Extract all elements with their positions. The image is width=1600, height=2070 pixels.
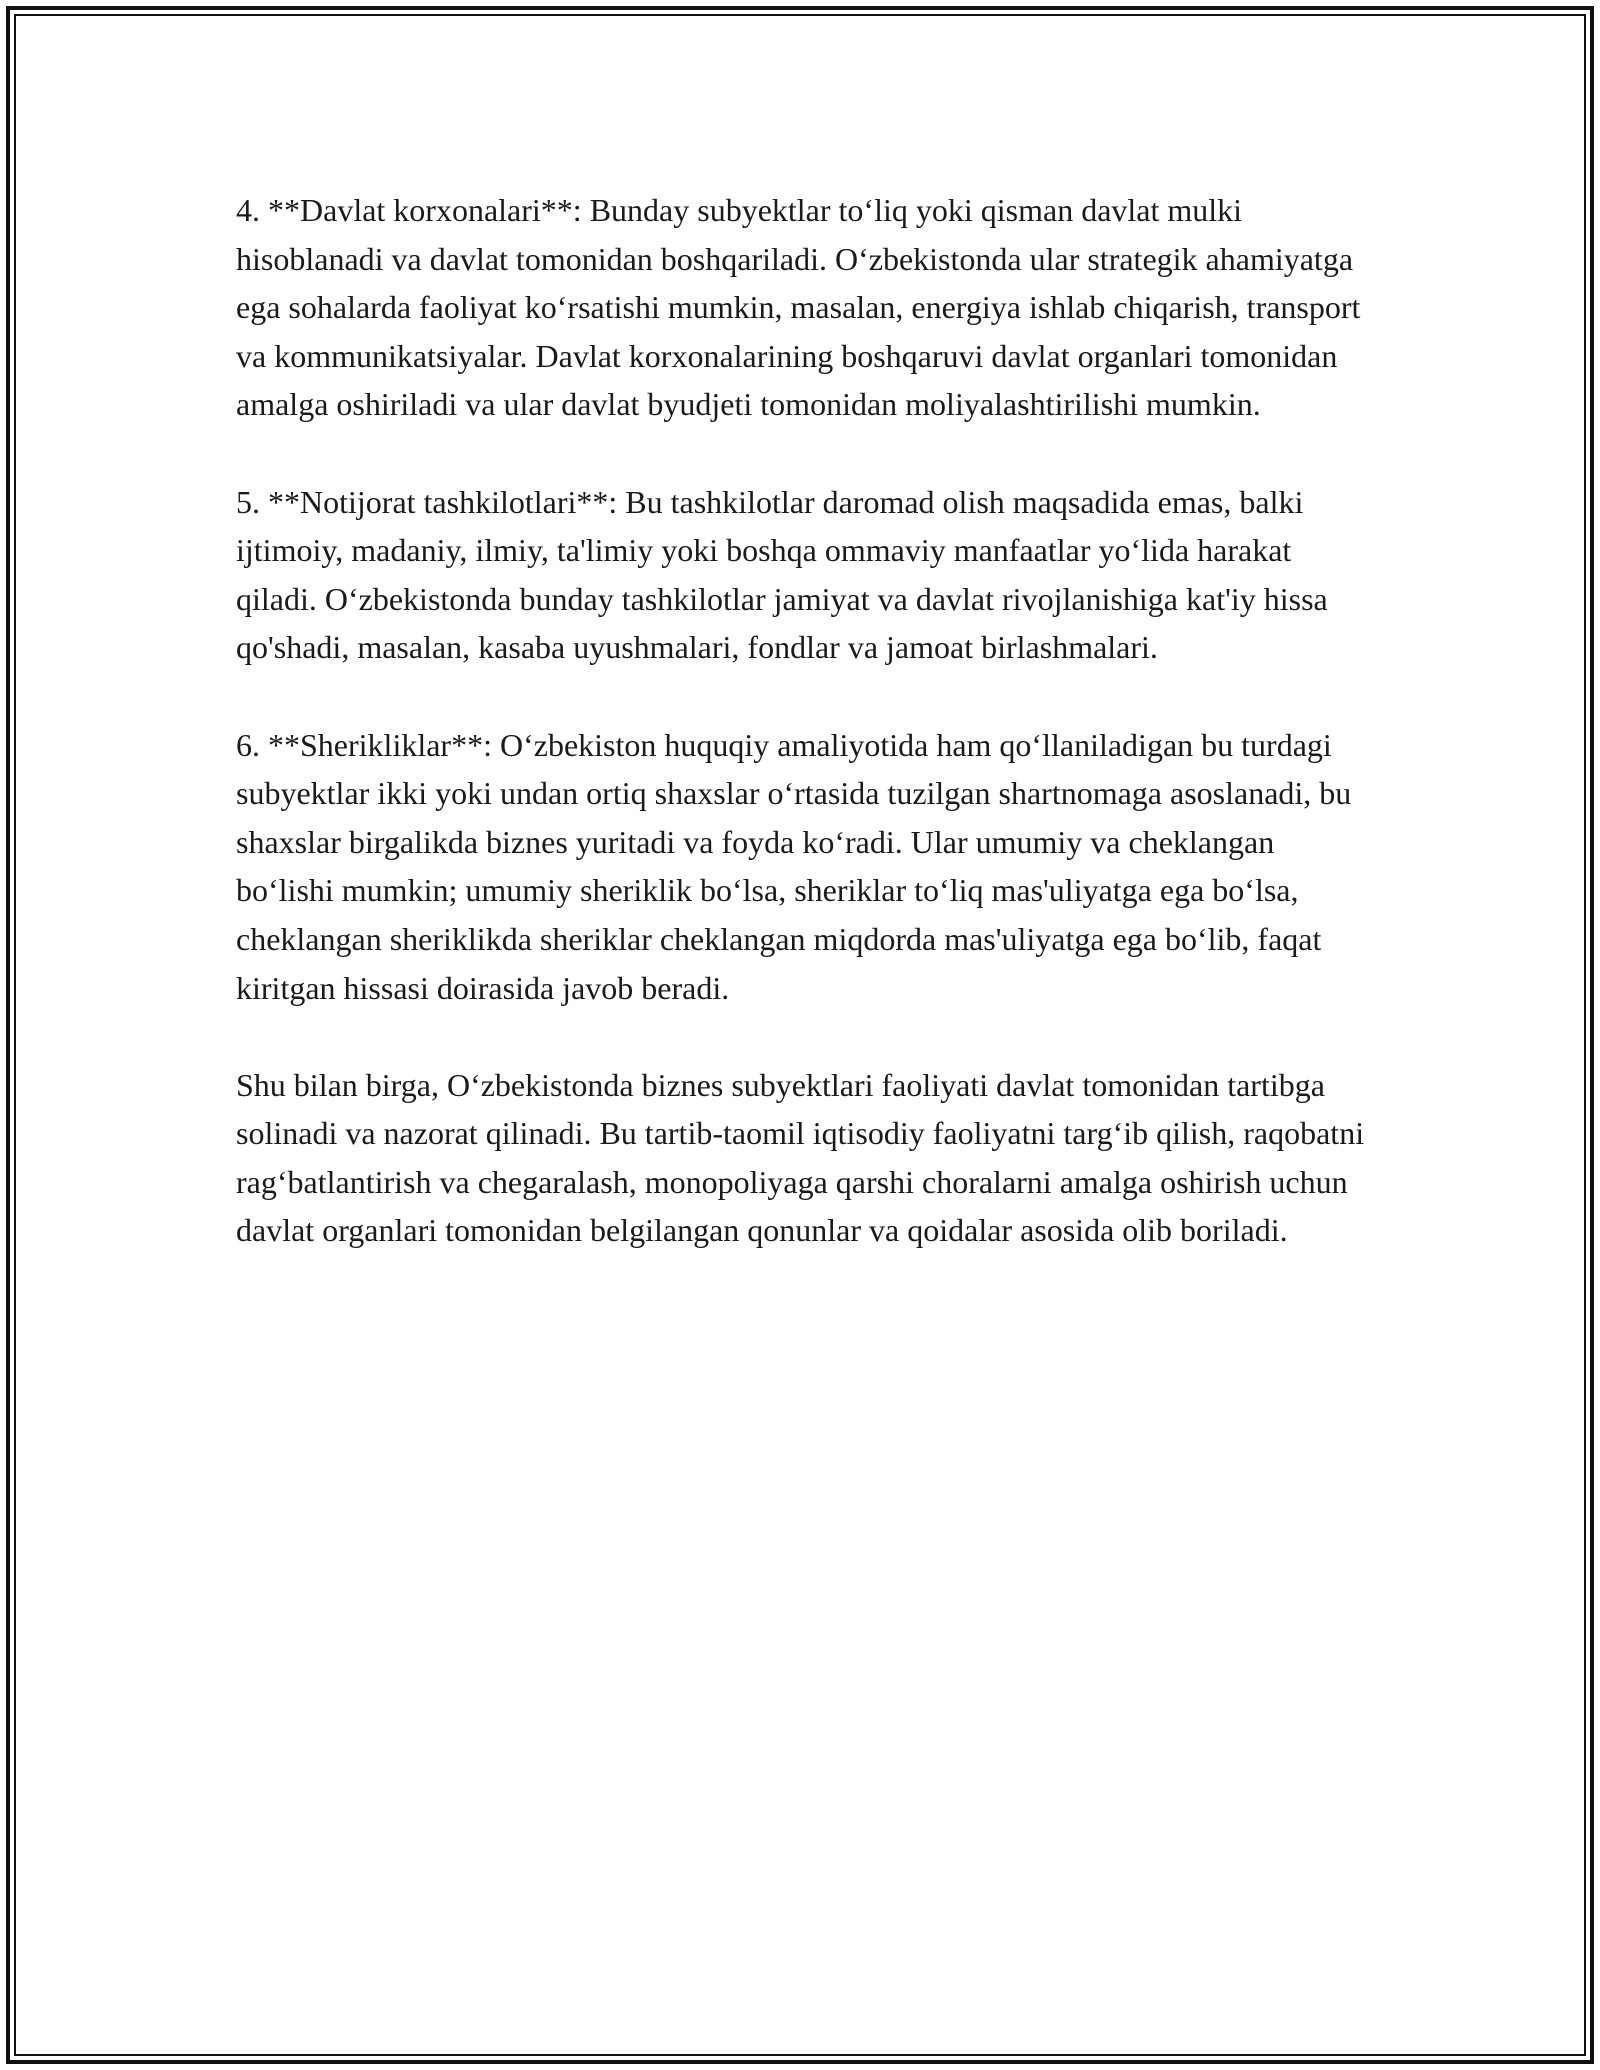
paragraph-notijorat-tashkilotlari: 5. **Notijorat tashkilotlari**: Bu tashkilotlar daromad olish maqsadida emas, balki ijtimoiy, madaniy, ilmiy, ta'limiy yoki boshqa ommaviy manfaatlar yo‘lida harakat qiladi. O‘zbekistonda bunday tashkilotlar jamiyat va davlat rivojlanishiga kat'iy hissa qo'shadi, masalan, kasaba uyushmalari, fondlar va jamoat birlashmalari. (236, 483, 1328, 666)
paragraph-sherikliklar: 6. **Sherikliklar**: O‘zbekiston huquqiy amaliyotida ham qo‘llaniladigan bu turdagi subyektlar ikki yoki undan ortiq shaxslar o‘rtasida tuzilgan shartnomaga asoslanadi, bu shaxslar birgalikda biznes yuritadi va foyda ko‘radi. Ular umumiy va cheklangan bo‘lishi mumkin; umumiy sheriklik bo‘lsa, sheriklar to‘liq mas'uliyatga ega bo‘lsa, cheklangan sheriklikda sheriklar cheklangan miqdorda mas'uliyatga ega bo‘lib, faqat kiritgan hissasi doirasida javob beradi. (236, 726, 1352, 1006)
document-body (236, 186, 1376, 1255)
paragraph-conclusion: Shu bilan birga, O‘zbekistonda biznes subyektlari faoliyati davlat tomonidan tartibga solinadi va nazorat qilinadi. Bu tartib-taomil iqtisodiy faoliyatni targ‘ib qilish, raqobatni rag‘batlantirish va chegaralash, monopoliyaga qarshi choralarni amalga oshirish uchun davlat organlari tomonidan belgilangan qonunlar va qoidalar asosida olib boriladi. (236, 1066, 1365, 1249)
paragraph-davlat-korxonalari: 4. **Davlat korxonalari**: Bunday subyektlar to‘liq yoki qisman davlat mulki hisoblanadi va davlat tomonidan boshqariladi. O‘zbekistonda ular strategik ahamiyatga ega sohalarda faoliyat ko‘rsatishi mumkin, masalan, energiya ishlab chiqarish, transport va kommunikatsiyalar. Davlat korxonalarining boshqaruvi davlat organlari tomonidan amalga oshiriladi va ular davlat byudjeti tomonidan moliyalashtirilishi mumkin. (236, 192, 1361, 423)
